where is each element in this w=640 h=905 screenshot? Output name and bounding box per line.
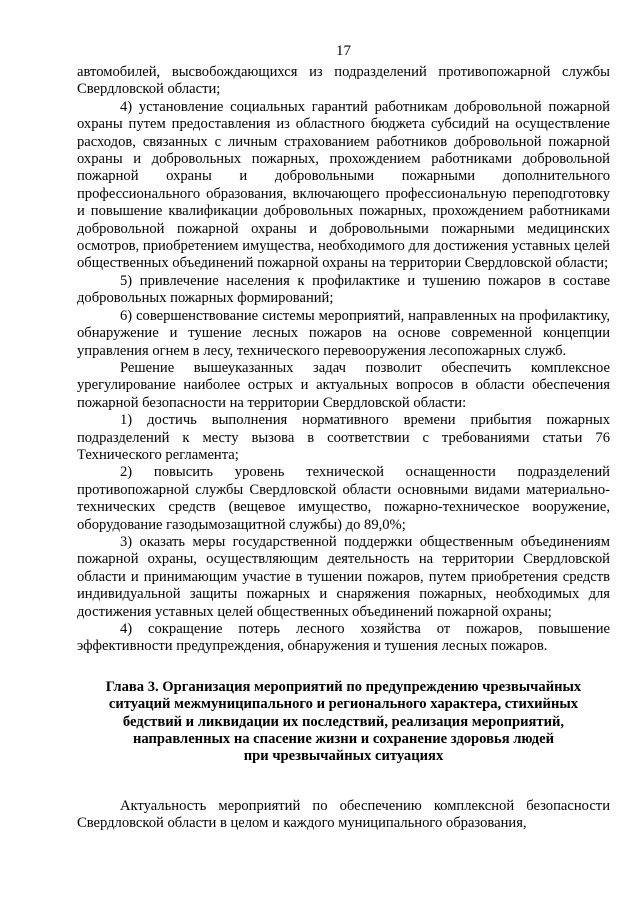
page-number: 17 bbox=[336, 43, 351, 59]
paragraph: 2) повысить уровень технической оснащенности подразделений противопожарной службы Свердловской области основными видами материально-технических средств (вещевое имущество, пожарно-техническое вооружение, оборудование газодымозащитной службы) до 89,0%; bbox=[77, 464, 610, 533]
paragraph: Актуальность мероприятий по обеспечению комплексной безопасности Свердловской области в целом и каждого муниципального образования, bbox=[77, 797, 610, 832]
paragraph: 3) оказать меры государственной поддержки общественным объединениям пожарной охраны, осуществляющим деятельность на территории Свердловской области и принимающим участие в тушении пожаров, путем приобретения средств индивидуальной защиты пожарных и снаряжения пожарных, необходимых для достижения уставных целей общественных объединений пожарной охраны; bbox=[77, 533, 610, 620]
heading-line: ситуаций межмуниципального и регионального характера, стихийных bbox=[108, 696, 579, 713]
heading-line: при чрезвычайных ситуациях bbox=[243, 748, 444, 765]
body-text bbox=[77, 64, 610, 656]
paragraph: автомобилей, высвобождающихся из подразделений противопожарной службы Свердловской области; bbox=[77, 64, 610, 98]
paragraph: 1) достичь выполнения нормативного времени прибытия пожарных подразделений к месту вызова в соответствии с требованиями статьи 76 Технического регламента; bbox=[77, 412, 610, 463]
paragraph: 5) привлечение населения к профилактике и тушению пожаров в составе добровольных пожарных формирований; bbox=[77, 272, 610, 307]
paragraph: 4) сокращение потерь лесного хозяйства от пожаров, повышение эффективности предупреждения, обнаружения и тушения лесных пожаров. bbox=[77, 621, 610, 655]
paragraph: 4) установление социальных гарантий работникам добровольной пожарной охраны путем предоставления из областного бюджета субсидий на осуществление расходов, связанных с личным страхованием работников добровольной пожарной охраны и добровольных пожарных, прохождением работниками добровольной пожарной охраны и добровольными пожарными дополнительного профессионального образования, включающего профессиональную переподготовку и повышение квалификации добровольных пожарных, прохождением работниками добровольной пожарной охраны и добровольными пожарными медицинских осмотров, приобретением имущества, необходимого для достижения уставных целей общественных объединений пожарной охраны на территории Свердловской области; bbox=[77, 98, 610, 272]
heading-line: бедствий и ликвидации их последствий, реализация мероприятий, bbox=[122, 713, 565, 730]
heading-line: Глава 3. Организация мероприятий по предупреждению чрезвычайных bbox=[105, 678, 582, 695]
paragraph: Решение вышеуказанных задач позволит обеспечить комплексное урегулирование наиболее острых и актуальных вопросов в области обеспечения пожарной безопасности на территории Свердловской области: bbox=[77, 359, 610, 411]
chapter-heading bbox=[77, 679, 610, 766]
paragraph: 6) совершенствование системы мероприятий, направленных на профилактику, обнаружение и тушение лесных пожаров на основе современной концепции управления огнем в лесу, технического перевооружения лесопожарных служб. bbox=[77, 307, 610, 359]
heading-line: направленных на спасение жизни и сохранение здоровья людей bbox=[132, 731, 555, 748]
